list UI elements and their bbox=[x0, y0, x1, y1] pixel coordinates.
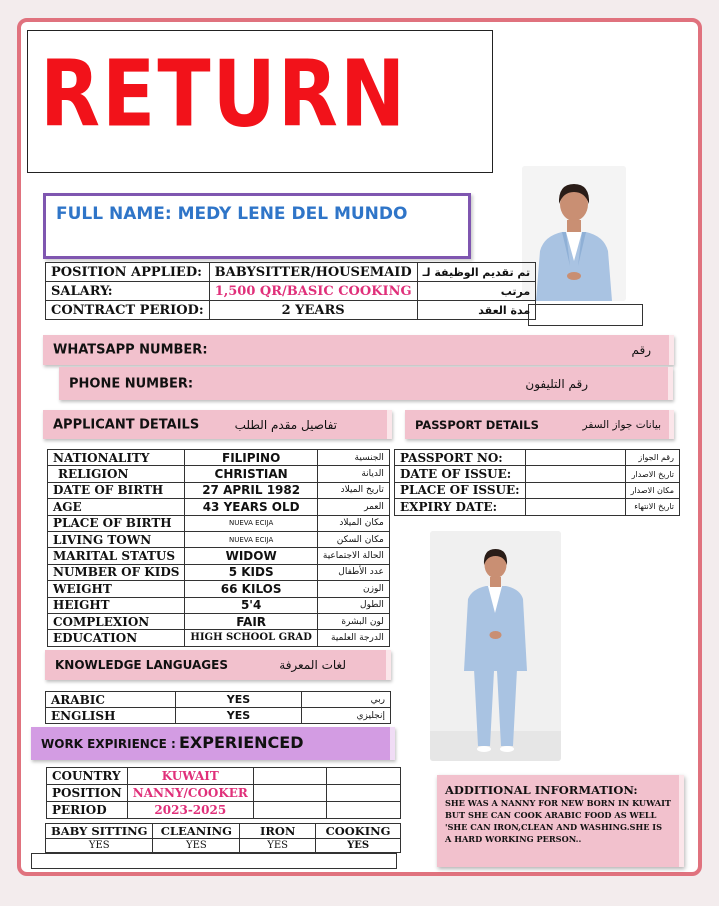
applicant-details-arabic: تفاصيل مقدم الطلب bbox=[234, 417, 337, 432]
empty-cell bbox=[253, 785, 327, 802]
table-row bbox=[48, 531, 390, 547]
passport-details-table bbox=[394, 449, 680, 516]
phone-label: PHONE NUMBER: bbox=[69, 376, 194, 391]
table-row bbox=[46, 839, 401, 853]
full-name: FULL NAME: MEDY LENE DEL MUNDO bbox=[56, 204, 408, 224]
expiry-date-arabic: تاريخ الانتهاء bbox=[625, 499, 679, 515]
applicant-details-banner bbox=[43, 410, 392, 439]
nationality-value: FILIPINO bbox=[185, 450, 317, 466]
blank-footer-box bbox=[31, 853, 397, 869]
date-of-issue-label: DATE OF ISSUE: bbox=[395, 466, 526, 482]
position-label: POSITION APPLIED: bbox=[46, 263, 210, 282]
table-row bbox=[46, 708, 391, 724]
table-row bbox=[48, 482, 390, 498]
arabic-label: ARABIC bbox=[46, 692, 176, 708]
dob-arabic: تاريخ الميلاد bbox=[317, 482, 389, 498]
dob-label: DATE OF BIRTH bbox=[48, 482, 185, 498]
empty-cell bbox=[327, 768, 401, 785]
table-row bbox=[395, 450, 680, 466]
weight-arabic: الوزن bbox=[317, 581, 389, 597]
table-row bbox=[48, 548, 390, 564]
age-arabic: العمر bbox=[317, 499, 389, 515]
table-row bbox=[48, 581, 390, 597]
table-row bbox=[46, 301, 536, 320]
date-of-issue-arabic: تاريخ الاصدار bbox=[625, 466, 679, 482]
applicant-details-table bbox=[47, 449, 390, 647]
phone-arabic: رقم التليفون bbox=[525, 376, 588, 391]
table-row bbox=[48, 450, 390, 466]
country-value: KUWAIT bbox=[127, 768, 253, 785]
passport-details-label: PASSPORT DETAILS bbox=[415, 417, 539, 432]
dob-value: 27 APRIL 1982 bbox=[185, 482, 317, 498]
empty-cell bbox=[327, 802, 401, 819]
photo-caption-box bbox=[528, 304, 643, 326]
place-of-issue-value bbox=[525, 482, 625, 498]
living-town-arabic: مكان السكن bbox=[317, 531, 389, 547]
religion-label: RELIGION bbox=[48, 466, 185, 482]
table-row bbox=[48, 466, 390, 482]
weight-label: WEIGHT bbox=[48, 581, 185, 597]
knowledge-languages-banner bbox=[45, 650, 391, 680]
full-name-box bbox=[43, 193, 471, 259]
english-label: ENGLISH bbox=[46, 708, 176, 724]
passport-details-arabic: بيانات جواز السفر bbox=[582, 418, 661, 431]
nationality-label: NATIONALITY bbox=[48, 450, 185, 466]
english-value: YES bbox=[176, 708, 302, 724]
complexion-label: COMPLEXION bbox=[48, 613, 185, 629]
applicant-photo-portrait bbox=[522, 166, 626, 301]
passport-details-banner bbox=[405, 410, 674, 439]
table-row bbox=[48, 597, 390, 613]
table-row bbox=[48, 630, 390, 646]
english-arabic: إنجليزي bbox=[302, 708, 391, 724]
table-row bbox=[47, 768, 401, 785]
living-town-value: NUEVA ECIJA bbox=[185, 531, 317, 547]
weight-value: 66 KILOS bbox=[185, 581, 317, 597]
country-label: COUNTRY bbox=[47, 768, 128, 785]
education-value: HIGH SCHOOL GRAD bbox=[185, 630, 317, 646]
place-of-birth-value: NUEVA ECIJA bbox=[185, 515, 317, 531]
title-box bbox=[27, 30, 493, 173]
salary-arabic: مرتب bbox=[417, 282, 536, 301]
expiry-date-label: EXPIRY DATE: bbox=[395, 499, 526, 515]
education-label: EDUCATION bbox=[48, 630, 185, 646]
empty-cell bbox=[327, 785, 401, 802]
education-arabic: الدرجة العلمية bbox=[317, 630, 389, 646]
table-row bbox=[48, 564, 390, 580]
religion-value: CHRISTIAN bbox=[185, 466, 317, 482]
arabic-value: YES bbox=[176, 692, 302, 708]
skill-header-cleaning: CLEANING bbox=[153, 824, 240, 839]
marital-status-arabic: الحالة الاجتماعية bbox=[317, 548, 389, 564]
whatsapp-label: WHATSAPP NUMBER: bbox=[53, 342, 208, 358]
table-row bbox=[48, 613, 390, 629]
work-position-label: POSITION bbox=[47, 785, 128, 802]
additional-information-body: SHE WAS A NANNY FOR NEW BORN IN KUWAIT BUT SHE CAN COOK ARABIC FOOD AS WELL 'SHE CAN IRON,CLEAN AND WASHING.SHE IS A HARD WORKING PERSON.. bbox=[445, 798, 672, 844]
table-row bbox=[395, 482, 680, 498]
place-of-issue-label: PLACE OF ISSUE: bbox=[395, 482, 526, 498]
place-of-birth-label: PLACE OF BIRTH bbox=[48, 515, 185, 531]
marital-status-label: MARITAL STATUS bbox=[48, 548, 185, 564]
return-title: RETURN bbox=[40, 41, 408, 149]
table-row bbox=[48, 499, 390, 515]
age-value: 43 YEARS OLD bbox=[185, 499, 317, 515]
marital-status-value: WIDOW bbox=[185, 548, 317, 564]
table-row bbox=[48, 515, 390, 531]
table-row bbox=[46, 282, 536, 301]
passport-no-value bbox=[525, 450, 625, 466]
position-table bbox=[45, 262, 536, 320]
languages-table bbox=[45, 691, 391, 724]
date-of-issue-value bbox=[525, 466, 625, 482]
knowledge-languages-arabic: لغات المعرفة bbox=[279, 658, 346, 672]
phone-banner bbox=[59, 367, 673, 400]
height-label: HEIGHT bbox=[48, 597, 185, 613]
skill-value-cooking: YES bbox=[316, 839, 401, 853]
applicant-photo-full-body bbox=[430, 531, 561, 761]
table-row bbox=[395, 499, 680, 515]
table-row bbox=[46, 692, 391, 708]
contract-arabic: مدة العقد bbox=[417, 301, 536, 320]
table-row bbox=[46, 824, 401, 839]
complexion-value: FAIR bbox=[185, 613, 317, 629]
applicant-details-label: APPLICANT DETAILS bbox=[53, 417, 200, 432]
kids-arabic: عدد الأطفال bbox=[317, 564, 389, 580]
whatsapp-arabic: رقم bbox=[631, 343, 651, 357]
position-arabic: تم تقديم الوظيفة لـ bbox=[417, 263, 536, 282]
table-row bbox=[47, 785, 401, 802]
skill-value-cleaning: YES bbox=[153, 839, 240, 853]
passport-no-label: PASSPORT NO: bbox=[395, 450, 526, 466]
skills-table bbox=[45, 823, 401, 853]
place-of-issue-arabic: مكان الاصدار bbox=[625, 482, 679, 498]
skill-header-iron: IRON bbox=[240, 824, 316, 839]
nationality-arabic: الجنسية bbox=[317, 450, 389, 466]
expiry-date-value bbox=[525, 499, 625, 515]
kids-value: 5 KIDS bbox=[185, 564, 317, 580]
place-of-birth-arabic: مكان الميلاد bbox=[317, 515, 389, 531]
kids-label: NUMBER OF KIDS bbox=[48, 564, 185, 580]
work-experience-table bbox=[46, 767, 401, 819]
period-value: 2023-2025 bbox=[127, 802, 253, 819]
contract-value: 2 YEARS bbox=[209, 301, 417, 320]
additional-information-box bbox=[437, 775, 684, 867]
empty-cell bbox=[253, 768, 327, 785]
religion-arabic: الديانة bbox=[317, 466, 389, 482]
contract-label: CONTRACT PERIOD: bbox=[46, 301, 210, 320]
passport-no-arabic: رقم الجواز bbox=[625, 450, 679, 466]
work-experience-value: EXPERIENCED bbox=[179, 733, 304, 752]
complexion-arabic: لون البشرة bbox=[317, 613, 389, 629]
whatsapp-banner bbox=[43, 335, 674, 365]
skill-value-iron: YES bbox=[240, 839, 316, 853]
living-town-label: LIVING TOWN bbox=[48, 531, 185, 547]
salary-label: SALARY: bbox=[46, 282, 210, 301]
work-experience-banner bbox=[31, 727, 395, 760]
skill-header-cooking: COOKING bbox=[316, 824, 401, 839]
height-arabic: الطول bbox=[317, 597, 389, 613]
period-label: PERIOD bbox=[47, 802, 128, 819]
position-value: BABYSITTER/HOUSEMAID bbox=[209, 263, 417, 282]
salary-value: 1,500 QR/BASIC COOKING bbox=[209, 282, 417, 301]
work-experience-label: WORK EXPIRIENCE : bbox=[41, 737, 176, 751]
table-row bbox=[46, 263, 536, 282]
additional-information-title: ADDITIONAL INFORMATION: bbox=[445, 783, 638, 797]
skill-value-babysitting: YES bbox=[46, 839, 153, 853]
height-value: 5'4 bbox=[185, 597, 317, 613]
arabic-arabic: ربي bbox=[302, 692, 391, 708]
skill-header-babysitting: BABY SITTING bbox=[46, 824, 153, 839]
work-position-value: NANNY/COOKER bbox=[127, 785, 253, 802]
table-row bbox=[395, 466, 680, 482]
knowledge-languages-label: KNOWLEDGE LANGUAGES bbox=[55, 658, 228, 672]
age-label: AGE bbox=[48, 499, 185, 515]
empty-cell bbox=[253, 802, 327, 819]
table-row bbox=[47, 802, 401, 819]
